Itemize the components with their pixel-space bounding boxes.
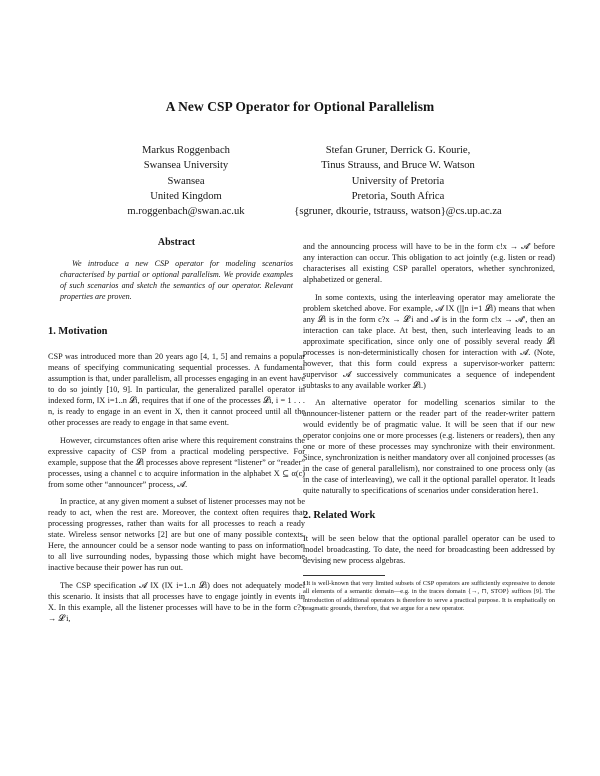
author-left-country: United Kingdom bbox=[150, 190, 222, 202]
left-column bbox=[48, 237, 305, 624]
author-left-email: m.roggenbach@swan.ac.uk bbox=[127, 206, 245, 218]
section-2-paragraph-1: It will be seen below that the optional parallel operator can be used to model broadcasting. To date, the need for broadcasting been addressed by devising new process algebras. bbox=[303, 534, 555, 565]
section-1-heading: 1. Motivation bbox=[48, 326, 108, 337]
author-right-names-2: Tinus Strauss, and Bruce W. Watson bbox=[321, 160, 475, 172]
author-right-city: Pretoria, South Africa bbox=[351, 190, 445, 202]
footnote-rule bbox=[303, 575, 385, 576]
author-right bbox=[248, 143, 548, 219]
author-right-names-1: Stefan Gruner, Derrick G. Kourie, bbox=[325, 145, 471, 156]
section-1-paragraph-1: CSP was introduced more than 20 years ago [4, 1, 5] and remains a popular means of specifying communicating sequential processes. A fundamental assumption is that, under parallelism, all processes engaging in an event have to do so jointly [10, 9]. In particular, the generalized parallel operator in indexed form, ‖X i=1..n 𝓛i, requires that if one of the processes 𝓛i, i = 1 . . . n, is ready to engage in an event in X, then it cannot proceed until all the other processes are ready to engage in that same event. bbox=[48, 352, 305, 427]
author-right-email: {sgruner, dkourie, tstrauss, watson}@cs.up.ac.za bbox=[294, 206, 502, 218]
footnote-1: 1It is well-known that very limited subsets of CSP operators are sufficiently expressive to denote all elements of a semantic domain—e.g. in the traces domain {→, ⊓, STOP} suffices [9]. The introduction of additional operators is therefore to serve a practical purpose. It is emphatically on pragmatic grounds, therefore, that we argue for a new operator. bbox=[303, 580, 555, 613]
author-left-city: Swansea bbox=[167, 175, 205, 187]
section-1-paragraph-4: The CSP specification 𝓐 ‖X (‖X i=1..n 𝓛i) does not adequately model this scenario. It insists that all processes have to engage jointly in events in X. In this example, all the listener processes will have to be in the form c?x → 𝓛′i, bbox=[48, 580, 305, 623]
section-1-paragraph-3: In practice, at any given moment a subset of listener processes may not be ready to act, when the rest are. Moreover, the context often requires that processing progresses, rather than waits for all processes to reach a ready state. Wireless sensor networks [2] are but one of many possible contexts. Here, the announcer could be a sensor node wanting to pass on information to all live surrounding nodes, bypassing those which might have become inactive because their power has run out. bbox=[48, 497, 305, 572]
abstract-heading: Abstract bbox=[157, 237, 196, 248]
author-left-name: Markus Roggenbach bbox=[142, 145, 230, 156]
section-2-heading: 2. Related Work bbox=[303, 510, 376, 521]
section-1-paragraph-2: However, circumstances often arise where this requirement constrains the expressive capacity of CSP from a practical modeling perspective. For example, suppose that the 𝓛i processes above represent “listener” or “reader” processes, using a channel c to acquire information in the alphabet X ⊆ α(c) from some other “announcer” process, 𝓐. bbox=[48, 435, 305, 489]
abstract-text: We introduce a new CSP operator for modeling scenarios characterised by partial or optional parallelism. We provide examples of such scenarios and sketch the semantics of our operator. Relevant properties are proven. bbox=[60, 259, 293, 301]
author-left-university: Swansea University bbox=[143, 160, 229, 172]
author-right-university: University of Pretoria bbox=[351, 175, 445, 187]
right-paragraph-1: and the announcing process will have to be in the form c!x → 𝓐′ before any interaction can occur. This obligation to act jointly (e.g. listen or read) characterises all existing CSP parallel operators, whether synchronized, alphabetized or general. bbox=[303, 242, 555, 284]
right-paragraph-2: In some contexts, using the interleaving operator may ameliorate the problem sketched above. For example, 𝓐 ‖X (|||n i=1 𝓛i) means that when any 𝓛i is in the form c?x → 𝓛′i and 𝓐 is in the form c!x → 𝓐′, then an interaction can take place. At best, then, such interleaving leads to an approximate specification, since only one of possibly several ready 𝓛i processes is non-deterministically chosen for interaction with 𝓐. (Note, however, that this form could express a supervisor-worker pattern: supervisor 𝓐 successively communicates a sequence of independent subtasks to any available worker 𝓛i.) bbox=[303, 292, 555, 390]
right-paragraph-3: An alternative operator for modelling scenarios similar to the announcer-listener pattern or the reader part of the reader-writer pattern would evidently be of pragmatic value. It will be seen that if our new operator conjoins one or more processes (e.g. listeners or readers), then any one or more of these processes may synchronize with their environment. Since, synchronization is neither mandatory over all conjoined processes (as in the case of general parallelism), nor constrained to one process only (as in the case of interleaving), we call it the optional parallel operator. It leads quite naturally to specifications of scenarios under consideration here1. bbox=[303, 398, 556, 495]
right-column bbox=[303, 241, 555, 614]
paper-title: A New CSP Operator for Optional Parallelism bbox=[165, 99, 435, 114]
